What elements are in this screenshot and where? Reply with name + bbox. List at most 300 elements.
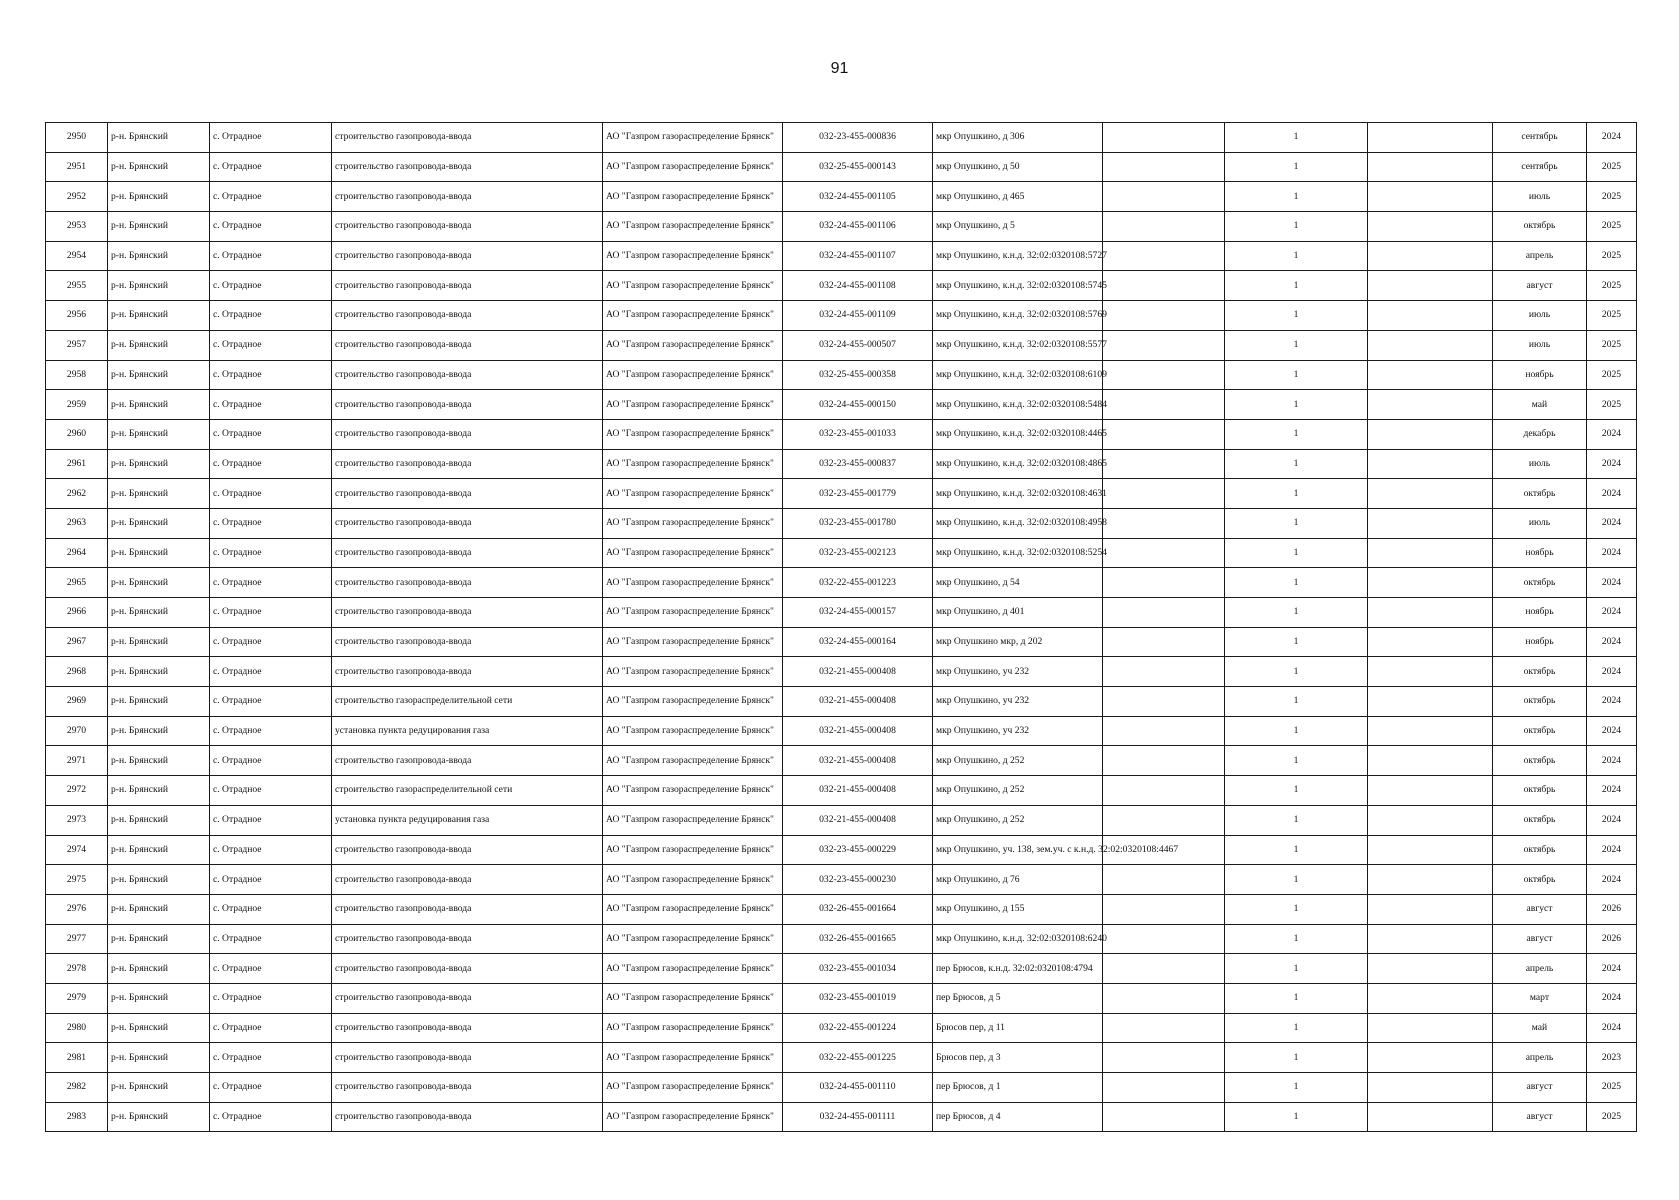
cell-address: мкр Опушкино, д 401 — [933, 598, 1103, 628]
table-row — [46, 271, 1637, 301]
cell-month: октябрь — [1493, 716, 1587, 746]
cell-month: ноябрь — [1493, 538, 1587, 568]
cell-blank2 — [1368, 241, 1493, 271]
cell-locality: с. Отрадное — [210, 301, 332, 331]
cell-year: 2025 — [1587, 390, 1637, 420]
cell-blank1 — [1103, 301, 1225, 331]
cell-blank2 — [1368, 746, 1493, 776]
cell-month: октябрь — [1493, 568, 1587, 598]
cell-blank1 — [1103, 390, 1225, 420]
cell-blank1 — [1103, 805, 1225, 835]
cell-month: март — [1493, 983, 1587, 1013]
cell-num: 2951 — [46, 152, 108, 182]
cell-num: 2982 — [46, 1073, 108, 1103]
cell-year: 2025 — [1587, 271, 1637, 301]
cell-blank1 — [1103, 241, 1225, 271]
cell-qty: 1 — [1225, 924, 1368, 954]
cell-org: АО "Газпром газораспределение Брянск" — [603, 182, 783, 212]
cell-code: 032-24-455-000157 — [783, 598, 933, 628]
cell-org: АО "Газпром газораспределение Брянск" — [603, 598, 783, 628]
cell-district: р-н. Брянский — [108, 627, 210, 657]
cell-locality: с. Отрадное — [210, 687, 332, 717]
cell-year: 2023 — [1587, 1043, 1637, 1073]
table-row — [46, 894, 1637, 924]
cell-district: р-н. Брянский — [108, 1102, 210, 1132]
table-row — [46, 152, 1637, 182]
cell-district: р-н. Брянский — [108, 1013, 210, 1043]
table-row — [46, 390, 1637, 420]
cell-qty: 1 — [1225, 865, 1368, 895]
cell-blank1 — [1103, 598, 1225, 628]
cell-district: р-н. Брянский — [108, 657, 210, 687]
cell-year: 2026 — [1587, 894, 1637, 924]
cell-org: АО "Газпром газораспределение Брянск" — [603, 1073, 783, 1103]
cell-month: сентябрь — [1493, 123, 1587, 153]
cell-num: 2971 — [46, 746, 108, 776]
cell-address: мкр Опушкино, к.н.д. 32:02:0320108:4958 — [933, 508, 1103, 538]
cell-num: 2969 — [46, 687, 108, 717]
cell-num: 2955 — [46, 271, 108, 301]
cell-address: мкр Опушкино, д 252 — [933, 746, 1103, 776]
cell-district: р-н. Брянский — [108, 1043, 210, 1073]
table-row — [46, 568, 1637, 598]
cell-num: 2963 — [46, 508, 108, 538]
cell-org: АО "Газпром газораспределение Брянск" — [603, 390, 783, 420]
cell-blank2 — [1368, 598, 1493, 628]
table-row — [46, 1043, 1637, 1073]
cell-blank1 — [1103, 330, 1225, 360]
cell-blank1 — [1103, 360, 1225, 390]
cell-org: АО "Газпром газораспределение Брянск" — [603, 894, 783, 924]
table-row — [46, 954, 1637, 984]
cell-blank2 — [1368, 182, 1493, 212]
cell-month: август — [1493, 894, 1587, 924]
cell-locality: с. Отрадное — [210, 924, 332, 954]
cell-month: октябрь — [1493, 687, 1587, 717]
cell-qty: 1 — [1225, 241, 1368, 271]
cell-code: 032-23-455-002123 — [783, 538, 933, 568]
cell-month: август — [1493, 1073, 1587, 1103]
cell-blank2 — [1368, 627, 1493, 657]
cell-month: октябрь — [1493, 776, 1587, 806]
cell-month: апрель — [1493, 241, 1587, 271]
cell-blank2 — [1368, 1013, 1493, 1043]
cell-org: АО "Газпром газораспределение Брянск" — [603, 568, 783, 598]
cell-qty: 1 — [1225, 182, 1368, 212]
cell-code: 032-21-455-000408 — [783, 805, 933, 835]
cell-district: р-н. Брянский — [108, 123, 210, 153]
cell-year: 2025 — [1587, 1073, 1637, 1103]
cell-org: АО "Газпром газораспределение Брянск" — [603, 123, 783, 153]
table-row — [46, 449, 1637, 479]
cell-locality: с. Отрадное — [210, 894, 332, 924]
cell-num: 2952 — [46, 182, 108, 212]
cell-blank2 — [1368, 123, 1493, 153]
cell-org: АО "Газпром газораспределение Брянск" — [603, 835, 783, 865]
table-row — [46, 865, 1637, 895]
cell-year: 2024 — [1587, 538, 1637, 568]
cell-org: АО "Газпром газораспределение Брянск" — [603, 1013, 783, 1043]
cell-org: АО "Газпром газораспределение Брянск" — [603, 1102, 783, 1132]
cell-blank1 — [1103, 1102, 1225, 1132]
cell-month: октябрь — [1493, 212, 1587, 242]
cell-org: АО "Газпром газораспределение Брянск" — [603, 983, 783, 1013]
cell-year: 2024 — [1587, 1013, 1637, 1043]
cell-year: 2024 — [1587, 508, 1637, 538]
registry-table — [45, 122, 1637, 1132]
cell-blank1 — [1103, 123, 1225, 153]
cell-org: АО "Газпром газораспределение Брянск" — [603, 538, 783, 568]
cell-work: строительство газопровода-ввода — [332, 508, 603, 538]
cell-work: строительство газопровода-ввода — [332, 746, 603, 776]
cell-blank2 — [1368, 419, 1493, 449]
cell-district: р-н. Брянский — [108, 241, 210, 271]
table-row — [46, 419, 1637, 449]
cell-address: мкр Опушкино, к.н.д. 32:02:0320108:4465 — [933, 419, 1103, 449]
cell-blank2 — [1368, 508, 1493, 538]
cell-blank1 — [1103, 1043, 1225, 1073]
cell-code: 032-21-455-000408 — [783, 687, 933, 717]
cell-blank2 — [1368, 1073, 1493, 1103]
cell-blank2 — [1368, 983, 1493, 1013]
cell-year: 2024 — [1587, 835, 1637, 865]
cell-work: строительство газопровода-ввода — [332, 865, 603, 895]
cell-num: 2970 — [46, 716, 108, 746]
cell-district: р-н. Брянский — [108, 419, 210, 449]
cell-address: мкр Опушкино, уч 232 — [933, 657, 1103, 687]
cell-qty: 1 — [1225, 1073, 1368, 1103]
cell-code: 032-24-455-001106 — [783, 212, 933, 242]
table-row — [46, 241, 1637, 271]
cell-org: АО "Газпром газораспределение Брянск" — [603, 1043, 783, 1073]
cell-qty: 1 — [1225, 360, 1368, 390]
cell-blank1 — [1103, 1013, 1225, 1043]
cell-work: строительство газопровода-ввода — [332, 123, 603, 153]
cell-address: пер Брюсов, к.н.д. 32:02:0320108:4794 — [933, 954, 1103, 984]
cell-num: 2960 — [46, 419, 108, 449]
cell-code: 032-24-455-001110 — [783, 1073, 933, 1103]
cell-num: 2973 — [46, 805, 108, 835]
cell-month: ноябрь — [1493, 627, 1587, 657]
cell-blank2 — [1368, 805, 1493, 835]
cell-month: октябрь — [1493, 805, 1587, 835]
table-row — [46, 627, 1637, 657]
cell-blank2 — [1368, 538, 1493, 568]
cell-year: 2024 — [1587, 805, 1637, 835]
cell-address: мкр Опушкино, д 155 — [933, 894, 1103, 924]
cell-locality: с. Отрадное — [210, 627, 332, 657]
cell-blank2 — [1368, 568, 1493, 598]
cell-address: пер Брюсов, д 5 — [933, 983, 1103, 1013]
cell-work: строительство газопровода-ввода — [332, 598, 603, 628]
cell-blank1 — [1103, 568, 1225, 598]
cell-blank1 — [1103, 449, 1225, 479]
cell-org: АО "Газпром газораспределение Брянск" — [603, 152, 783, 182]
cell-year: 2024 — [1587, 776, 1637, 806]
cell-address: мкр Опушкино, д 50 — [933, 152, 1103, 182]
cell-address: мкр Опушкино, к.н.д. 32:02:0320108:5484 — [933, 390, 1103, 420]
cell-address: мкр Опушкино, к.н.д. 32:02:0320108:4631 — [933, 479, 1103, 509]
cell-blank1 — [1103, 776, 1225, 806]
cell-num: 2976 — [46, 894, 108, 924]
cell-num: 2972 — [46, 776, 108, 806]
cell-org: АО "Газпром газораспределение Брянск" — [603, 212, 783, 242]
cell-qty: 1 — [1225, 1013, 1368, 1043]
cell-qty: 1 — [1225, 835, 1368, 865]
table-row — [46, 746, 1637, 776]
cell-code: 032-24-455-000507 — [783, 330, 933, 360]
cell-qty: 1 — [1225, 983, 1368, 1013]
table-row — [46, 538, 1637, 568]
cell-locality: с. Отрадное — [210, 479, 332, 509]
cell-work: строительство газопровода-ввода — [332, 1013, 603, 1043]
cell-district: р-н. Брянский — [108, 390, 210, 420]
cell-blank2 — [1368, 1102, 1493, 1132]
cell-qty: 1 — [1225, 508, 1368, 538]
cell-district: р-н. Брянский — [108, 301, 210, 331]
cell-blank1 — [1103, 924, 1225, 954]
cell-qty: 1 — [1225, 449, 1368, 479]
cell-district: р-н. Брянский — [108, 330, 210, 360]
cell-org: АО "Газпром газораспределение Брянск" — [603, 716, 783, 746]
cell-work: строительство газопровода-ввода — [332, 152, 603, 182]
cell-month: ноябрь — [1493, 360, 1587, 390]
cell-num: 2956 — [46, 301, 108, 331]
cell-address: мкр Опушкино, уч. 138, зем.уч. с к.н.д. 32:02:0320108:4467 — [933, 835, 1103, 865]
cell-district: р-н. Брянский — [108, 805, 210, 835]
cell-work: строительство газопровода-ввода — [332, 241, 603, 271]
cell-year: 2024 — [1587, 983, 1637, 1013]
cell-num: 2968 — [46, 657, 108, 687]
cell-blank1 — [1103, 419, 1225, 449]
cell-blank2 — [1368, 894, 1493, 924]
cell-month: апрель — [1493, 954, 1587, 984]
cell-year: 2024 — [1587, 479, 1637, 509]
cell-num: 2980 — [46, 1013, 108, 1043]
cell-month: август — [1493, 924, 1587, 954]
cell-num: 2959 — [46, 390, 108, 420]
cell-work: строительство газопровода-ввода — [332, 1043, 603, 1073]
cell-work: установка пункта редуцирования газа — [332, 716, 603, 746]
cell-address: пер Брюсов, д 1 — [933, 1073, 1103, 1103]
cell-num: 2957 — [46, 330, 108, 360]
cell-district: р-н. Брянский — [108, 865, 210, 895]
cell-year: 2024 — [1587, 657, 1637, 687]
cell-org: АО "Газпром газораспределение Брянск" — [603, 805, 783, 835]
cell-code: 032-23-455-001019 — [783, 983, 933, 1013]
cell-address: мкр Опушкино, к.н.д. 32:02:0320108:5727 — [933, 241, 1103, 271]
cell-district: р-н. Брянский — [108, 924, 210, 954]
cell-blank1 — [1103, 657, 1225, 687]
cell-work: строительство газопровода-ввода — [332, 301, 603, 331]
cell-locality: с. Отрадное — [210, 182, 332, 212]
cell-code: 032-22-455-001224 — [783, 1013, 933, 1043]
cell-month: октябрь — [1493, 479, 1587, 509]
cell-blank2 — [1368, 657, 1493, 687]
cell-address: мкр Опушкино, к.н.д. 32:02:0320108:6109 — [933, 360, 1103, 390]
cell-blank2 — [1368, 954, 1493, 984]
cell-locality: с. Отрадное — [210, 390, 332, 420]
cell-address: мкр Опушкино, к.н.д. 32:02:0320108:5577 — [933, 330, 1103, 360]
cell-org: АО "Газпром газораспределение Брянск" — [603, 241, 783, 271]
cell-org: АО "Газпром газораспределение Брянск" — [603, 419, 783, 449]
cell-locality: с. Отрадное — [210, 538, 332, 568]
cell-blank1 — [1103, 746, 1225, 776]
cell-org: АО "Газпром газораспределение Брянск" — [603, 954, 783, 984]
cell-code: 032-25-455-000358 — [783, 360, 933, 390]
cell-month: август — [1493, 271, 1587, 301]
cell-qty: 1 — [1225, 657, 1368, 687]
cell-locality: с. Отрадное — [210, 1013, 332, 1043]
cell-year: 2024 — [1587, 568, 1637, 598]
cell-address: Брюсов пер, д 3 — [933, 1043, 1103, 1073]
cell-org: АО "Газпром газораспределение Брянск" — [603, 687, 783, 717]
table-row — [46, 598, 1637, 628]
cell-code: 032-24-455-001107 — [783, 241, 933, 271]
cell-blank1 — [1103, 182, 1225, 212]
cell-district: р-н. Брянский — [108, 538, 210, 568]
cell-num: 2978 — [46, 954, 108, 984]
cell-num: 2979 — [46, 983, 108, 1013]
cell-num: 2981 — [46, 1043, 108, 1073]
table-row — [46, 360, 1637, 390]
cell-num: 2953 — [46, 212, 108, 242]
cell-locality: с. Отрадное — [210, 123, 332, 153]
cell-address: пер Брюсов, д 4 — [933, 1102, 1103, 1132]
cell-district: р-н. Брянский — [108, 508, 210, 538]
cell-work: строительство газопровода-ввода — [332, 954, 603, 984]
table-row — [46, 212, 1637, 242]
cell-qty: 1 — [1225, 568, 1368, 598]
cell-year: 2025 — [1587, 360, 1637, 390]
table-row — [46, 657, 1637, 687]
table-row — [46, 983, 1637, 1013]
cell-work: строительство газопровода-ввода — [332, 924, 603, 954]
cell-work: строительство газопровода-ввода — [332, 182, 603, 212]
cell-work: строительство газопровода-ввода — [332, 568, 603, 598]
cell-blank2 — [1368, 479, 1493, 509]
cell-year: 2025 — [1587, 301, 1637, 331]
table-row — [46, 1013, 1637, 1043]
cell-qty: 1 — [1225, 1102, 1368, 1132]
cell-qty: 1 — [1225, 598, 1368, 628]
cell-year: 2024 — [1587, 123, 1637, 153]
cell-qty: 1 — [1225, 746, 1368, 776]
cell-address: мкр Опушкино, к.н.д. 32:02:0320108:5254 — [933, 538, 1103, 568]
cell-blank2 — [1368, 301, 1493, 331]
cell-month: декабрь — [1493, 419, 1587, 449]
cell-org: АО "Газпром газораспределение Брянск" — [603, 865, 783, 895]
cell-address: мкр Опушкино, уч 232 — [933, 687, 1103, 717]
cell-work: строительство газораспределительной сети — [332, 687, 603, 717]
cell-address: мкр Опушкино, д 465 — [933, 182, 1103, 212]
page-number: 91 — [830, 60, 849, 77]
cell-org: АО "Газпром газораспределение Брянск" — [603, 776, 783, 806]
cell-code: 032-23-455-000229 — [783, 835, 933, 865]
cell-code: 032-25-455-000143 — [783, 152, 933, 182]
cell-work: строительство газопровода-ввода — [332, 360, 603, 390]
table-row — [46, 123, 1637, 153]
cell-code: 032-24-455-000164 — [783, 627, 933, 657]
cell-district: р-н. Брянский — [108, 271, 210, 301]
cell-month: май — [1493, 390, 1587, 420]
cell-district: р-н. Брянский — [108, 835, 210, 865]
cell-year: 2026 — [1587, 924, 1637, 954]
cell-locality: с. Отрадное — [210, 598, 332, 628]
cell-num: 2962 — [46, 479, 108, 509]
cell-blank1 — [1103, 687, 1225, 717]
cell-address: Брюсов пер, д 11 — [933, 1013, 1103, 1043]
cell-org: АО "Газпром газораспределение Брянск" — [603, 508, 783, 538]
cell-year: 2024 — [1587, 954, 1637, 984]
cell-work: строительство газопровода-ввода — [332, 983, 603, 1013]
cell-address: мкр Опушкино, д 252 — [933, 805, 1103, 835]
cell-district: р-н. Брянский — [108, 479, 210, 509]
cell-code: 032-24-455-001109 — [783, 301, 933, 331]
cell-code: 032-24-455-001108 — [783, 271, 933, 301]
cell-address: мкр Опушкино, к.н.д. 32:02:0320108:5769 — [933, 301, 1103, 331]
cell-num: 2965 — [46, 568, 108, 598]
cell-blank1 — [1103, 479, 1225, 509]
cell-locality: с. Отрадное — [210, 835, 332, 865]
cell-blank2 — [1368, 271, 1493, 301]
cell-qty: 1 — [1225, 538, 1368, 568]
cell-address: мкр Опушкино, д 5 — [933, 212, 1103, 242]
cell-num: 2964 — [46, 538, 108, 568]
table-row — [46, 1073, 1637, 1103]
cell-locality: с. Отрадное — [210, 983, 332, 1013]
cell-month: май — [1493, 1013, 1587, 1043]
cell-year: 2025 — [1587, 1102, 1637, 1132]
cell-num: 2974 — [46, 835, 108, 865]
cell-num: 2977 — [46, 924, 108, 954]
cell-work: установка пункта редуцирования газа — [332, 805, 603, 835]
cell-code: 032-23-455-001779 — [783, 479, 933, 509]
cell-qty: 1 — [1225, 301, 1368, 331]
cell-locality: с. Отрадное — [210, 865, 332, 895]
cell-month: июль — [1493, 301, 1587, 331]
cell-locality: с. Отрадное — [210, 1043, 332, 1073]
cell-address: мкр Опушкино, к.н.д. 32:02:0320108:6240 — [933, 924, 1103, 954]
cell-month: октябрь — [1493, 835, 1587, 865]
cell-year: 2024 — [1587, 716, 1637, 746]
cell-qty: 1 — [1225, 390, 1368, 420]
cell-blank1 — [1103, 954, 1225, 984]
cell-district: р-н. Брянский — [108, 182, 210, 212]
cell-num: 2975 — [46, 865, 108, 895]
cell-month: август — [1493, 1102, 1587, 1132]
table-row — [46, 1102, 1637, 1132]
cell-address: мкр Опушкино мкр, д 202 — [933, 627, 1103, 657]
cell-work: строительство газопровода-ввода — [332, 1102, 603, 1132]
cell-address: мкр Опушкино, к.н.д. 32:02:0320108:5745 — [933, 271, 1103, 301]
cell-code: 032-21-455-000408 — [783, 746, 933, 776]
cell-num: 2983 — [46, 1102, 108, 1132]
cell-year: 2025 — [1587, 182, 1637, 212]
cell-code: 032-23-455-001033 — [783, 419, 933, 449]
table-row — [46, 508, 1637, 538]
table-row — [46, 716, 1637, 746]
cell-work: строительство газораспределительной сети — [332, 776, 603, 806]
cell-district: р-н. Брянский — [108, 776, 210, 806]
cell-blank2 — [1368, 1043, 1493, 1073]
table-row — [46, 301, 1637, 331]
cell-work: строительство газопровода-ввода — [332, 835, 603, 865]
cell-district: р-н. Брянский — [108, 687, 210, 717]
cell-qty: 1 — [1225, 271, 1368, 301]
cell-year: 2025 — [1587, 330, 1637, 360]
cell-num: 2966 — [46, 598, 108, 628]
